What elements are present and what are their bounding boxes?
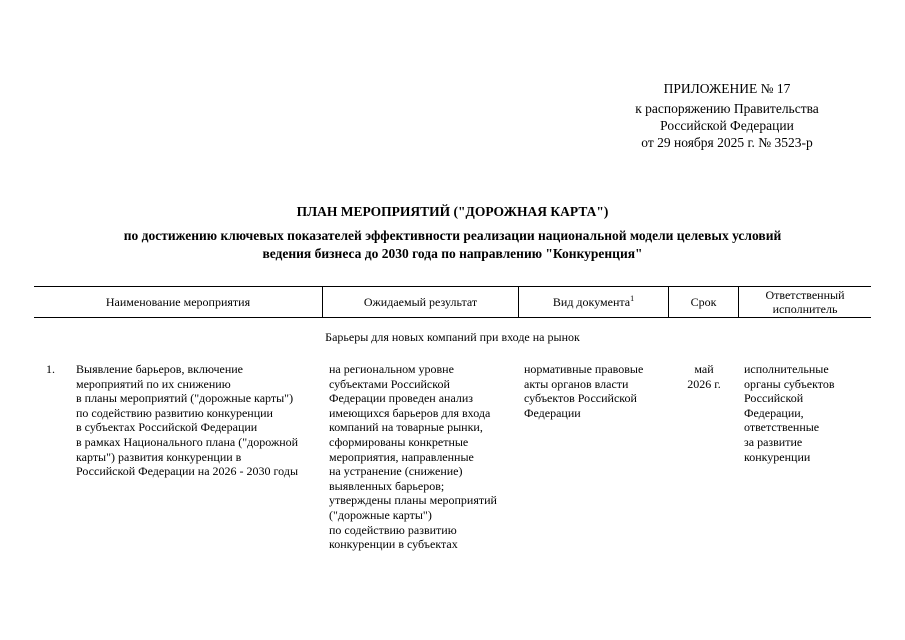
row-result-line: на устранение (снижение) (329, 464, 463, 479)
annex-line-3: от 29 ноября 2025 г. № 3523-р (641, 135, 813, 150)
row-term-line: май (694, 362, 714, 376)
annex-line-1: к распоряжению Правительства (635, 101, 819, 116)
row-result-line: имеющихся барьеров для входа (329, 405, 491, 420)
row-term (674, 362, 734, 391)
row-term-line: 2026 г. (687, 376, 721, 391)
header-term (669, 287, 739, 317)
row-name-line: Российской Федерации на 2026 - 2030 годы (76, 464, 298, 479)
row-result-line: ("дорожные карты") (329, 507, 432, 522)
annex-line-2: Российской Федерации (660, 118, 794, 133)
header-doc (519, 287, 669, 317)
row-result-line: сформированы конкретные (329, 434, 469, 449)
row-doc-line: нормативные правовые (524, 362, 644, 376)
row-executor-line: исполнительные (744, 362, 829, 376)
row-name-line: Выявление барьеров, включение (76, 362, 243, 376)
row-executor-line: конкуренции (744, 449, 811, 464)
header-result (323, 287, 519, 317)
row-doc-line: субъектов Российской (524, 391, 637, 406)
row-result-line: по содействию развитию (329, 522, 457, 537)
subtitle-line-1: по достижению ключевых показателей эффективности реализации национальной модели целевых условий (123, 228, 782, 243)
row-result-line: на региональном уровне (329, 362, 454, 376)
annex-number: ПРИЛОЖЕНИЕ № 17 (663, 81, 791, 96)
row-executor-line: Российской (744, 391, 804, 406)
header-name-label: Наименование мероприятия (105, 295, 251, 309)
row-result-line: субъектами Российской (329, 376, 450, 391)
header-name (34, 287, 323, 317)
header-doc-text: Вид документа (552, 295, 631, 309)
row-name-line: в субъектах Российской Федерации (76, 420, 258, 435)
roadmap-table (34, 286, 871, 552)
header-doc-footnote: 1 (630, 294, 635, 303)
row-result-line: Федерации проведен анализ (329, 391, 474, 406)
row-result-line: выявленных барьеров; (329, 478, 445, 493)
row-result (329, 362, 519, 552)
header-result-label: Ожидаемый результат (363, 295, 478, 309)
row-result-line: мероприятия, направленные (329, 449, 474, 464)
row-name-line: мероприятий по их снижению (76, 376, 231, 391)
row-executor-line: органы субъектов (744, 376, 835, 391)
row-result-line: компаний на товарные рынки, (329, 420, 483, 435)
row-name-line: по содействию развитию конкуренции (76, 405, 273, 420)
section-heading: Барьеры для новых компаний при входе на рынок (325, 330, 580, 344)
row-executor-line: ответственные (744, 420, 820, 435)
row-executor-line: за развитие (744, 434, 803, 449)
row-name-line: в рамках Национального плана ("дорожной (76, 434, 299, 449)
table-header (34, 286, 871, 318)
header-doc-label (553, 295, 634, 309)
row-name-line: карты") развития конкуренции в (76, 449, 242, 464)
row-result-line: утверждены планы мероприятий (329, 493, 497, 508)
row-executor-line: Федерации, (744, 405, 804, 420)
header-executor-line-2: исполнитель (772, 302, 838, 316)
row-executor (744, 362, 864, 464)
row-doc-line: акты органов власти (524, 376, 629, 391)
document-title: ПЛАН МЕРОПРИЯТИЙ ("ДОРОЖНАЯ КАРТА") (296, 204, 609, 219)
row-name-line: в планы мероприятий ("дорожные карты") (76, 391, 294, 406)
row-doc (524, 362, 664, 420)
header-executor (739, 287, 871, 317)
row-doc-line: Федерации (524, 405, 581, 420)
header-term-label: Срок (690, 295, 717, 309)
subtitle-line-2: ведения бизнеса до 2030 года по направлению "Конкуренция" (262, 246, 643, 261)
row-result-line: конкуренции в субъектах (329, 537, 458, 552)
document-subtitle (60, 227, 845, 263)
row-number: 1. (46, 362, 55, 376)
header-executor-line-1: Ответственный (765, 288, 845, 302)
annex-block (597, 80, 857, 151)
row-name (76, 362, 324, 479)
